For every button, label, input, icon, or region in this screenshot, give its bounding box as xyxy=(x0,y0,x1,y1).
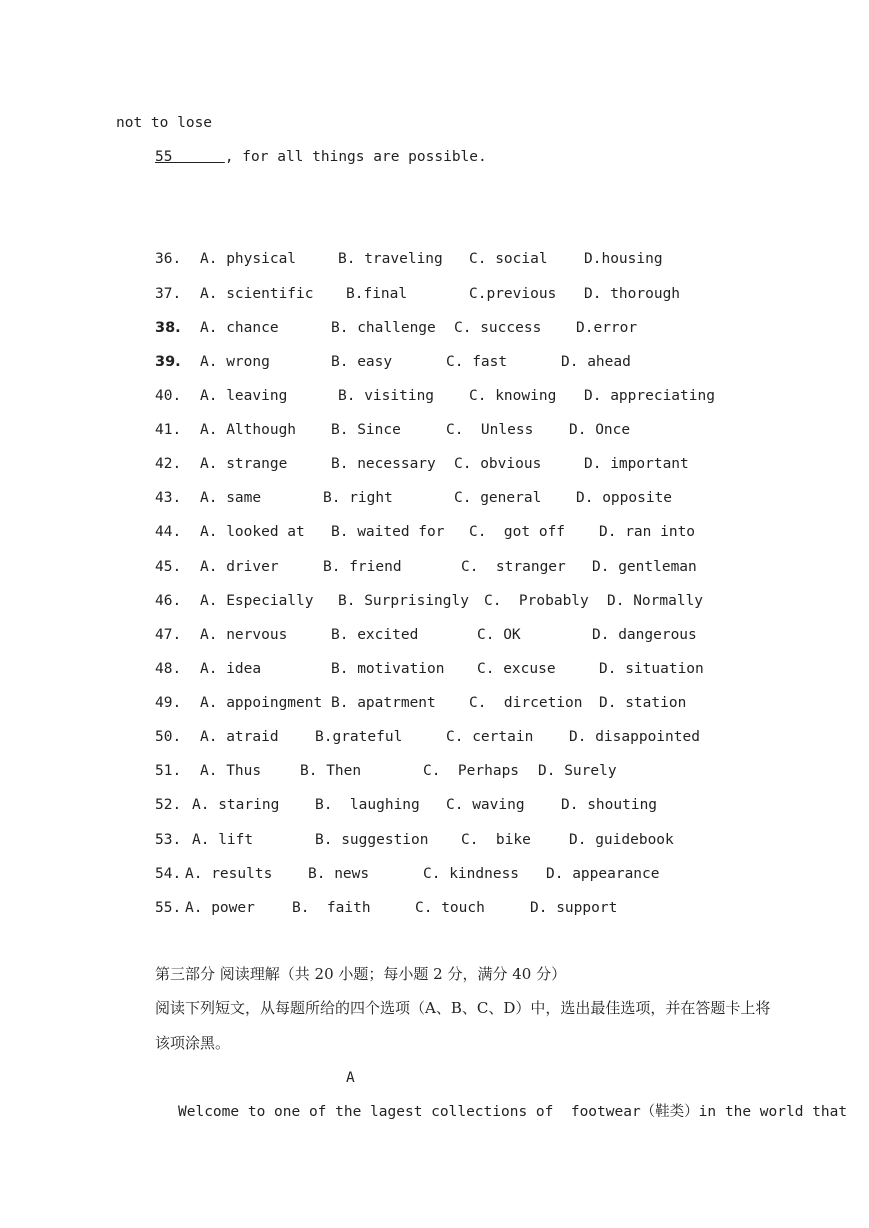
question-number: 37. xyxy=(155,286,182,302)
option-c: C. bike xyxy=(461,832,531,848)
option-d: D. situation xyxy=(599,661,704,677)
option-c: C. waving xyxy=(446,797,525,813)
question-number: 45. xyxy=(155,559,182,575)
option-d: D. opposite xyxy=(576,490,673,506)
section-instruction-line-1: 阅读下列短文，从每题所给的四个选项（A、B、C、D）中，选出最佳选项，并在答题卡上将 xyxy=(155,999,771,1017)
option-b: B. right xyxy=(323,490,393,506)
option-a: A. Although xyxy=(200,422,297,438)
option-a: A. lift xyxy=(192,832,254,848)
question-number: 39. xyxy=(155,354,181,370)
option-a: A. leaving xyxy=(200,388,288,404)
question-number: 53. xyxy=(155,832,182,848)
option-d: D. dangerous xyxy=(592,627,697,643)
option-c: C. fast xyxy=(446,354,508,370)
option-b: B. Surprisingly xyxy=(338,593,469,609)
option-d: D. ran into xyxy=(599,524,696,540)
option-d: D. appearance xyxy=(546,866,660,882)
option-c: C. knowing xyxy=(469,388,557,404)
question-number: 44. xyxy=(155,524,182,540)
option-b: B.final xyxy=(346,286,408,302)
option-b: B. Since xyxy=(331,422,401,438)
option-b: B. apatrment xyxy=(331,695,436,711)
option-b: B. traveling xyxy=(338,251,443,267)
question-number: 43. xyxy=(155,490,182,506)
option-a: A. chance xyxy=(200,320,279,336)
question-number: 47. xyxy=(155,627,182,643)
option-a: A. same xyxy=(200,490,262,506)
option-d: D. station xyxy=(599,695,687,711)
blank-55: 55 xyxy=(155,149,225,165)
option-b: B. laughing xyxy=(315,797,420,813)
option-c: C. Probably xyxy=(484,593,589,609)
question-number: 55. xyxy=(155,900,182,916)
option-c: C. general xyxy=(454,490,542,506)
option-b: B. friend xyxy=(323,559,402,575)
option-a: A. atraid xyxy=(200,729,279,745)
question-number: 46. xyxy=(155,593,182,609)
option-d: D. Surely xyxy=(538,763,617,779)
option-c: C. kindness xyxy=(423,866,520,882)
question-number: 36. xyxy=(155,251,182,267)
option-d: D. disappointed xyxy=(569,729,700,745)
option-d: D. guidebook xyxy=(569,832,674,848)
option-a: A. staring xyxy=(192,797,280,813)
option-a: A. looked at xyxy=(200,524,305,540)
option-d: D. support xyxy=(530,900,618,916)
option-a: A. Especially xyxy=(200,593,314,609)
option-d: D. gentleman xyxy=(592,559,697,575)
question-number: 41. xyxy=(155,422,182,438)
option-c: C. Perhaps xyxy=(423,763,520,779)
question-number: 48. xyxy=(155,661,182,677)
option-b: B. motivation xyxy=(331,661,445,677)
passage-first-line: Welcome to one of the lagest collections of footwear（鞋类）in the world that xyxy=(178,1104,848,1120)
option-b: B. necessary xyxy=(331,456,436,472)
question-number: 52. xyxy=(155,797,182,813)
option-a: A. driver xyxy=(200,559,279,575)
option-a: A. wrong xyxy=(200,354,270,370)
option-b: B. visiting xyxy=(338,388,435,404)
passage-label: A xyxy=(346,1070,355,1086)
option-b: B. suggestion xyxy=(315,832,429,848)
option-b: B. Then xyxy=(300,763,362,779)
option-d: D.error xyxy=(576,320,638,336)
option-a: A. Thus xyxy=(200,763,262,779)
intro-line-2-text: , for all things are possible. xyxy=(224,149,487,165)
option-c: C.previous xyxy=(469,286,557,302)
option-a: A. physical xyxy=(200,251,297,267)
option-c: C. OK xyxy=(477,627,521,643)
option-a: A. results xyxy=(185,866,273,882)
question-number: 50. xyxy=(155,729,182,745)
option-b: B. waited for xyxy=(331,524,445,540)
option-d: D. Normally xyxy=(607,593,704,609)
option-b: B. news xyxy=(308,866,370,882)
option-b: B. challenge xyxy=(331,320,436,336)
option-c: C. stranger xyxy=(461,559,566,575)
section-instruction-line-2: 该项涂黑。 xyxy=(155,1034,231,1052)
option-a: A. appoingment xyxy=(200,695,323,711)
option-d: D. thorough xyxy=(584,286,681,302)
option-c: C. excuse xyxy=(477,661,556,677)
question-number: 42. xyxy=(155,456,182,472)
question-number: 54. xyxy=(155,866,182,882)
option-c: C. got off xyxy=(469,524,566,540)
option-b: B.grateful xyxy=(315,729,403,745)
intro-line-1: not to lose xyxy=(116,115,213,131)
option-a: A. power xyxy=(185,900,255,916)
option-d: D. important xyxy=(584,456,689,472)
question-number: 38. xyxy=(155,320,181,336)
option-c: C. social xyxy=(469,251,548,267)
option-c: C. success xyxy=(454,320,542,336)
option-c: C. certain xyxy=(446,729,534,745)
option-d: D.housing xyxy=(584,251,663,267)
option-b: B. easy xyxy=(331,354,393,370)
question-number: 49. xyxy=(155,695,182,711)
option-d: D. Once xyxy=(569,422,631,438)
question-number: 40. xyxy=(155,388,182,404)
option-d: D. shouting xyxy=(561,797,658,813)
question-number: 51. xyxy=(155,763,182,779)
option-a: A. scientific xyxy=(200,286,314,302)
option-d: D. appreciating xyxy=(584,388,715,404)
option-b: B. excited xyxy=(331,627,419,643)
option-a: A. strange xyxy=(200,456,288,472)
intro-line-2 xyxy=(155,148,487,166)
option-a: A. idea xyxy=(200,661,262,677)
option-d: D. ahead xyxy=(561,354,631,370)
option-c: C. Unless xyxy=(446,422,534,438)
option-a: A. nervous xyxy=(200,627,288,643)
option-c: C. obvious xyxy=(454,456,542,472)
option-c: C. touch xyxy=(415,900,485,916)
section-heading: 第三部分 阅读理解（共 20 小题；每小题 2 分，满分 40 分） xyxy=(155,965,567,983)
option-c: C. dircetion xyxy=(469,695,583,711)
option-b: B. faith xyxy=(292,900,371,916)
